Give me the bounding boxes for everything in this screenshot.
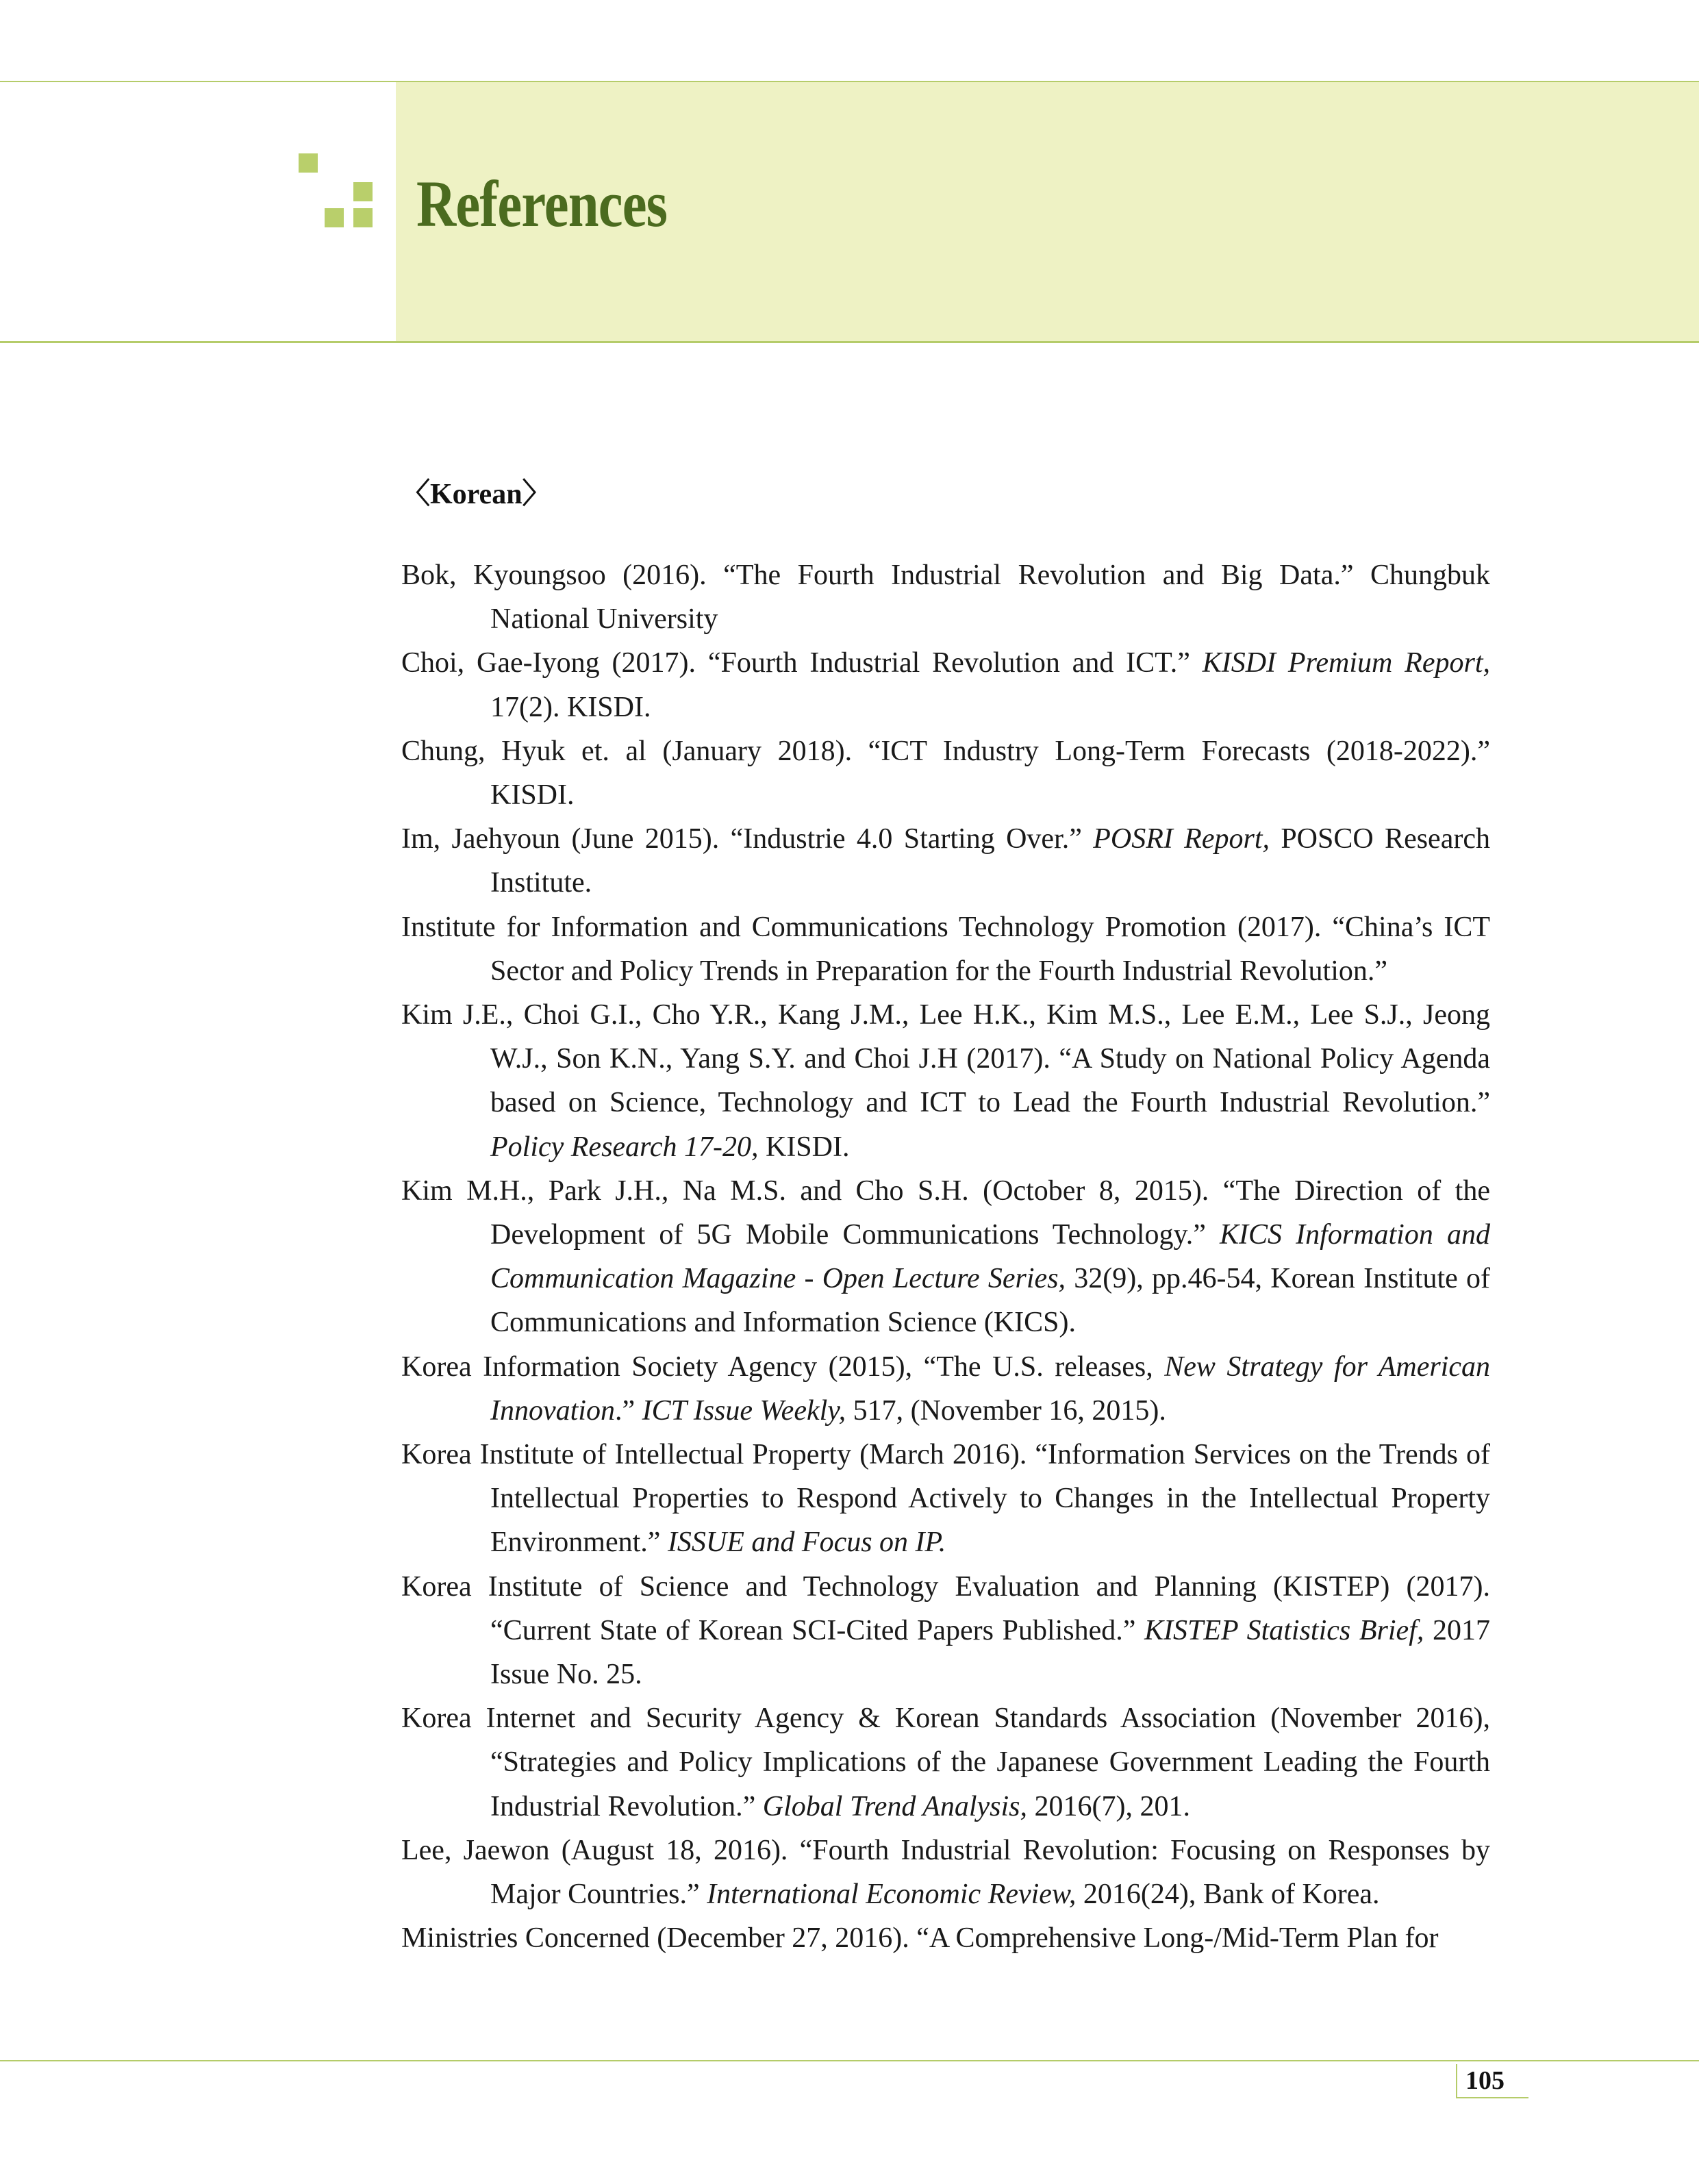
reference-text: Korea Information Society Agency (2015), “The U.S. releases,	[401, 1351, 1165, 1383]
reference-text: Korea Internet and Security Agency & Korean Standards Association (November 2016), “Strategies and Policy Implications of the Japanese Government Leading the Fourth Industrial Revolution.”	[401, 1703, 1490, 1822]
reference-text: 2016(24), Bank of Korea.	[1076, 1879, 1380, 1911]
reference-title-italic: New Strategy for American Innovation	[490, 1351, 1490, 1427]
reference-title-italic: KISTEP Statistics Brief,	[1144, 1614, 1424, 1646]
reference-text: 2016(7), 201.	[1027, 1790, 1190, 1822]
reference-title-italic: Global Trend Analysis,	[762, 1790, 1027, 1822]
reference-text: Chung, Hyuk et. al (January 2018). “ICT Industry Long-Term Forecasts (2018-2022).” KISDI.	[401, 735, 1490, 812]
reference-entry	[401, 1433, 1490, 1565]
page-title: References	[416, 167, 668, 240]
reference-text: Ministries Concerned (December 27, 2016). “A Comprehensive Long-/Mid-Term Plan for	[401, 1922, 1439, 1955]
reference-entry	[401, 729, 1490, 817]
footer-rule	[0, 2060, 1699, 2061]
reference-title-italic: International Economic Review,	[707, 1879, 1077, 1911]
reference-text: 17(2). KISDI.	[490, 691, 651, 723]
section-heading: 〈Korean〉	[401, 479, 551, 510]
reference-title-italic: POSRI Report,	[1093, 823, 1270, 855]
reference-entry	[401, 1169, 1490, 1345]
reference-entry	[401, 1565, 1490, 1697]
reference-title-italic: ISSUE and Focus on IP.	[667, 1527, 946, 1559]
reference-text: 2017 Issue No. 25.	[490, 1614, 1491, 1691]
reference-entry	[401, 1916, 1490, 1960]
reference-text: Lee, Jaewon (August 18, 2016). “Fourth Industrial Revolution: Focusing on Responses by Major Countries.”	[401, 1834, 1490, 1911]
reference-text: KISDI.	[758, 1131, 850, 1163]
reference-text: Im, Jaehyoun (June 2015). “Industrie 4.0 Starting Over.”	[401, 823, 1094, 855]
reference-text: Institute for Information and Communications Technology Promotion (2017). “China’s ICT Sector and Policy Trends in Preparation for the Fourth Industrial Revolution.”	[401, 911, 1490, 987]
reference-title-italic: KISDI Premium Report,	[1202, 647, 1490, 679]
reference-title-italic: ICT Issue Weekly,	[642, 1394, 846, 1427]
reference-entry	[401, 905, 1490, 993]
reference-entry	[401, 553, 1490, 641]
reference-text: Bok, Kyoungsoo (2016). “The Fourth Industrial Revolution and Big Data.” Chungbuk National University	[401, 560, 1490, 636]
reference-title-italic: Policy Research 17-20,	[490, 1131, 759, 1163]
reference-text: 32(9), pp.46-54, Korean Institute of Communications and Information Science (KICS).	[490, 1263, 1490, 1339]
reference-entry	[401, 1345, 1490, 1433]
reference-text: Korea Institute of Science and Technology Evaluation and Planning (KISTEP) (2017). “Current State of Korean SCI-Cited Papers Published.”	[401, 1570, 1490, 1646]
reference-text: .”	[614, 1394, 642, 1427]
header-bottom-rule	[0, 341, 1699, 343]
reference-text: Kim J.E., Choi G.I., Cho Y.R., Kang J.M., Lee H.K., Kim M.S., Lee E.M., Lee S.J., Jeong W.J., Son K.N., Yang S.Y. and Choi J.H (2017). “A Study on National Policy Agenda based on Science, Technology and ICT to Lead the Fourth Industrial Revolution.”	[401, 999, 1490, 1119]
reference-entry	[401, 993, 1490, 1169]
reference-entry	[401, 641, 1490, 729]
reference-entry	[401, 1829, 1490, 1916]
page-number: 105	[1465, 2066, 1505, 2095]
reference-list	[401, 553, 1490, 1961]
reference-entry	[401, 817, 1490, 905]
reference-text: Korea Institute of Intellectual Property (March 2016). “Information Services on the Trends of Intellectual Properties to Respond Actively to Changes in the Intellectual Property Environment.”	[401, 1439, 1490, 1559]
reference-text: 517, (November 16, 2015).	[846, 1394, 1166, 1427]
reference-entry	[401, 1696, 1490, 1829]
reference-text: POSCO Research Institute.	[490, 823, 1490, 899]
reference-title-italic: KICS Information and Communication Magazine - Open Lecture Series,	[490, 1219, 1490, 1295]
reference-text: Kim M.H., Park J.H., Na M.S. and Cho S.H. (October 8, 2015). “The Direction of the Development of 5G Mobile Communications Technology.”	[401, 1175, 1490, 1251]
reference-text: Choi, Gae-Iyong (2017). “Fourth Industrial Revolution and ICT.”	[401, 647, 1203, 679]
